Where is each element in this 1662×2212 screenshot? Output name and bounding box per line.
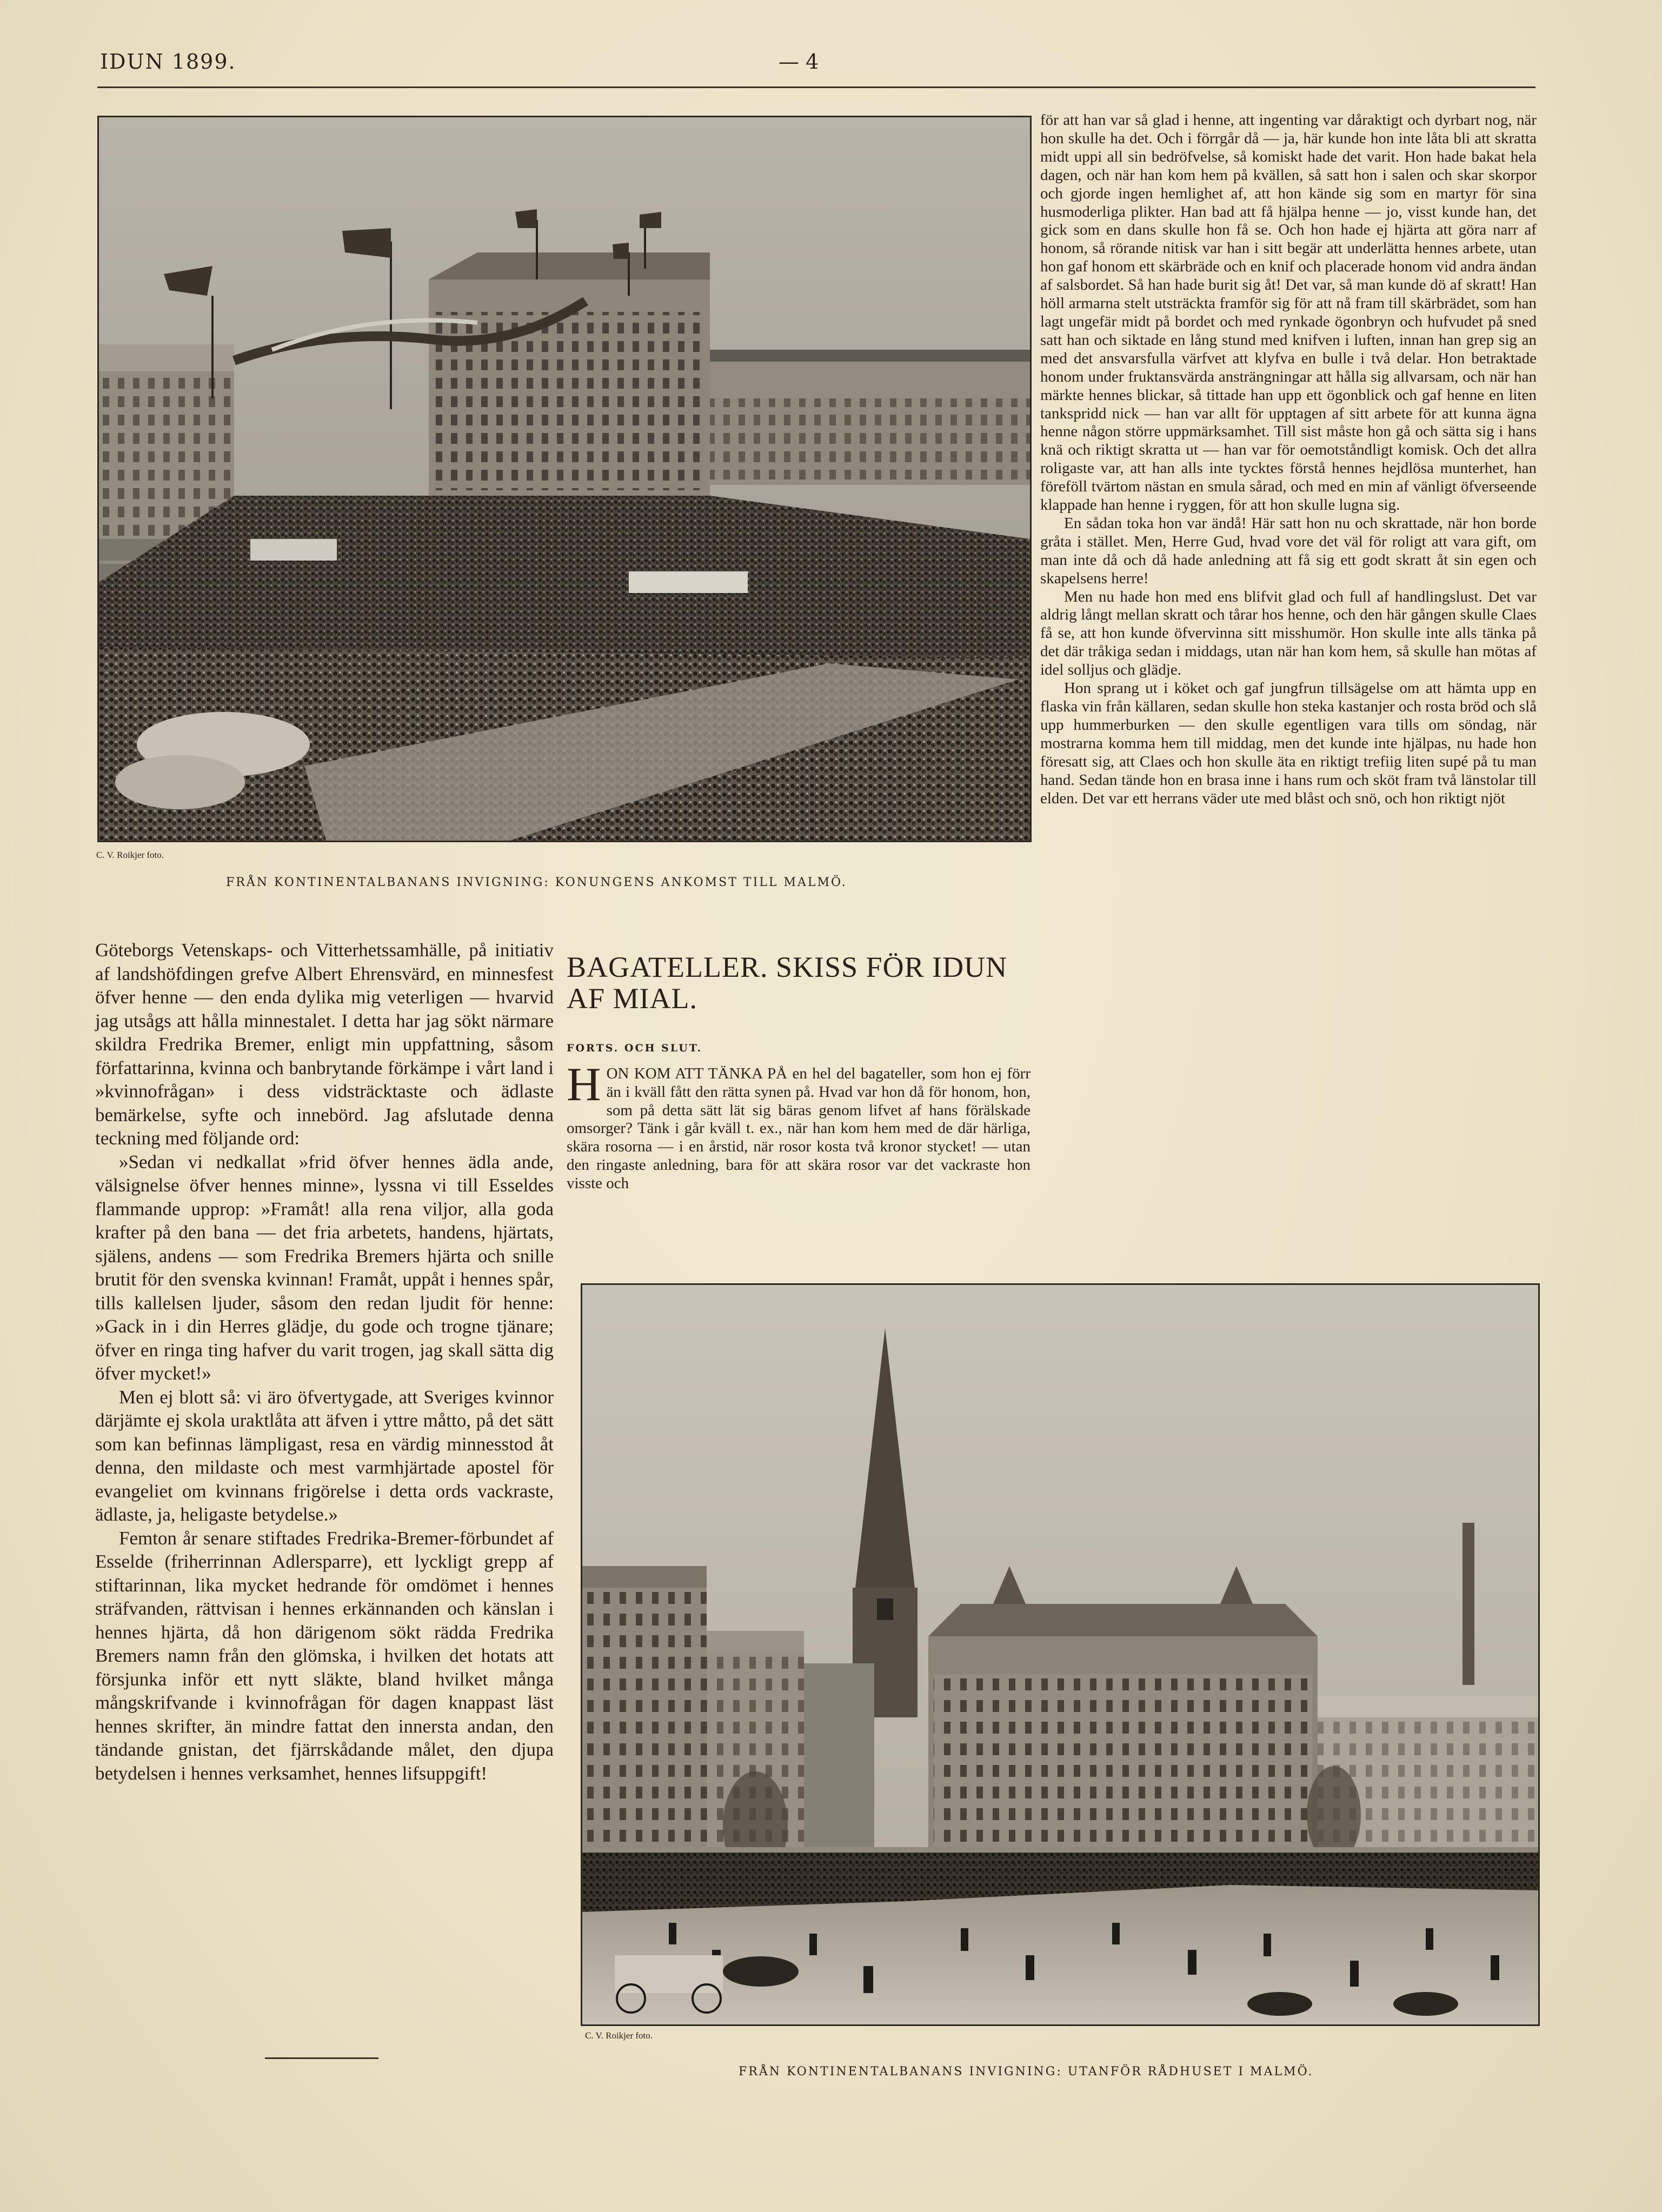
photo-town-hall — [581, 1283, 1540, 2026]
left-column — [95, 938, 554, 1785]
left-paragraph-2: »Sedan vi nedkallat »frid öfver hennes ädla ande, välsignelse öfver hennes minne», lyssna vi till Esseldes flammande upprop: »Framåt! alla rena viljor, alla goda krafter på den bana — det fria arbetets, handens, hjärtats, själens, andens — som Fredrika Bremers hjärta och snille brutit för den svenska kvinnan! Framåt, uppåt i hennes spår, tills kallelsen ljuder, såsom den redan ljudit för henne: »Gack in i din Herres glädje, du gode och trogne tjänare; öfver en ringa ting hafver du varit trogen, jag skall sätta dig öfver mycket!» — [95, 1151, 554, 1384]
end-rule — [265, 2057, 378, 2059]
left-paragraph-4: Femton år senare stiftades Fredrika-Bremer-förbundet af Esselde (friherrinnan Adlersparre), ett lyckligt grepp af stiftarinnan, lika mycket hedrande för omdömet i hennes sträfvanden, rättvisan i hennes erkännanden och känslan i hennes hjärta, då hon därigenom sökt rädda Fredrika Bremers namn från den glömska, i hvilken det hotats att försjunka inför ett nytt släkte, bland hvilket många mångskrifvande i kvinnofrågan för dagen knappast läst hennes skrifter, än mindre fattat den innersta andan, den tändande gnistan, det fjärrskådande målet, den djupa betydelsen i hennes verksamhet, hennes lifsuppgift! — [95, 1527, 554, 1784]
photo-king-arrival-image — [99, 117, 1030, 841]
article-continued-label: FORTS. OCH SLUT. — [567, 1042, 703, 1054]
right-column — [1040, 111, 1537, 808]
article-first-paragraph — [567, 1058, 1031, 1193]
masthead-title: IDUN 1899. — [100, 50, 236, 74]
photo-bottom-credit: C. V. Roikjer foto. — [585, 2030, 653, 2041]
photo-king-arrival — [97, 116, 1032, 842]
photo-town-hall-image — [582, 1285, 1538, 2024]
page-number: — 4 — [779, 50, 819, 74]
right-paragraph-4: Hon sprang ut i köket och gaf jungfrun tillsägelse om att hämta upp en flaska vin från källaren, sedan skulle hon steka kastanjer och rosta bröd och slå upp hummerburken — den skulle egentligen vara tills om söndag, när mostrarna komma hem till middag, men det kunde inte hjälpas, nu hade hon föresatt sig, att Claes och hon skulle äta en riktigt trefiig liten supé på tu man hand. Sedan tände hon en brasa inne i hans rum och sköt fram två länstolar till elden. Det var ett herrans väder ute med blåst och snö, och hon riktigt njöt — [1040, 679, 1537, 807]
right-paragraph-1: för att han var så glad i henne, att ingenting var dåraktigt och dyrbart nog, när hon skulle ha det. Och i förrgår då — ja, här kunde hon inte låta bli att skratta midt uppi all sin bedröfvelse, så komiskt hade det varit. Hon hade bakat hela dagen, och när han kom hem på kvällen, så satt hon i salen och skar skorpor och gjorde ingen hemlighet af, att hon kände sig som en martyr för sina husmoderliga plikter. Han bad att få hjälpa henne — jo, visst kunde han, det gick som en dans skulle hon få se. Och hon hade ej hjärta att göra narr af honom, så rörande nitisk var han i sitt begär att underlätta hennes arbete, utan hon gaf honom ett skärbräde och en knif och placerade honom vid andra ändan af salsbordet. Så han hade burit sig åt! Det var, så man kunde dö af skratt! Han höll armarna stelt utsträckta framför sig för att nå fram till skärbrädet, som han lagt ungefär midt på bordet och med rynkade ögonbryn och hufvudet på sned satt han och siktade en lång stund med knifven i luften, innan han grep sig an med det ansvarsfulla värfvet att klyfva en bulle i två delar. Hon betraktade honom under fruktansvärda ansträngningar att hålla sig allvarsam, och när han märkte hennes blickar, så tittade han upp ett ögonblick och gaf henne en liten tankspridd nick — han var allt för upptagen af sitt arbete för att kunna ägna henne någon större uppmärksamhet. Till sist måste hon gå och sätta sig i hans knä och riktigt skratta ut — han var för oemotståndligt komisk. Och det allra roligaste var, att han alls inte tycktes förstå hennes hejdlösa munterhet, han föreföll tvärtom nästan en smula sårad, och med en min af vänligt öfverseende klappade han henne i ryggen, för att hon skulle lugna sig. — [1040, 111, 1537, 514]
right-paragraph-2: En sådan toka hon var ändå! Här satt hon nu och skrattade, när hon borde gråta i stället. Men, Herre Gud, hvad vore det väl för roligt att vara gift, om man inte då och då hade anledning att få sig ett godt skratt åt sin egen och skapelsens herre! — [1040, 514, 1537, 587]
header-rule — [97, 86, 1535, 88]
article-dropcap: H — [567, 1058, 601, 1111]
article-title: BAGATELLER. SKISS FÖR IDUN AF MIAL. — [567, 951, 1008, 1015]
article-body — [567, 1058, 1031, 1193]
photo-top-credit: C. V. Roikjer foto. — [96, 850, 164, 860]
photo-bottom-caption: FRÅN KONTINENTALBANANS INVIGNING: UTANFÖR RÅDHUSET I MALMÖ. — [739, 2065, 1314, 2078]
right-paragraph-3: Men nu hade hon med ens blifvit glad och full af handlingslust. Det var aldrig långt mellan skratt och tårar hos henne, och den här gången skulle Claes få se, att hon kunde öfvervinna sitt misshumör. Hon skulle inte alls tänka på det där tråkiga sedan i middags, utan när han kom hem, så skulle han mötas af idel solljus och glädje. — [1040, 588, 1537, 679]
left-paragraph-1: Göteborgs Vetenskaps- och Vitterhetssamhälle, på initiativ af landshöfdingen grefve Albert Ehrensvärd, en minnesfest öfver henne — den enda dylika mig veterligen — hvarvid jag utsågs att hålla minnestalet. I detta har jag sökt närmare skildra Fredrika Bremer, enligt min uppfattning, såsom författarinna, kvinna och banbrytande förkämpe i vårt land i »kvinnofrågan» i dess vidsträcktaste och ädlaste bemärkelse, syfte och innebörd. Jag afslutade denna teckning med följande ord: — [95, 940, 554, 1149]
photo-top-caption: FRÅN KONTINENTALBANANS INVIGNING: KONUNGENS ANKOMST TILL MALMÖ. — [226, 876, 847, 889]
left-paragraph-3: Men ej blott så: vi äro öfvertygade, att Sveriges kvinnor därjämte ej skola uraktlåta att äfven i yttre måtto, på det sätt som kan befinnas lämpligast, resa en värdig minnesstod åt denna, den mildaste och mest varmhjärtade apostel för evangeliet om kvinnans frigörelse i detta ords vackraste, ädlaste, ja, heligaste betydelse.» — [95, 1386, 554, 1525]
article-first-paragraph-text: ON KOM ATT TÄNKA PÅ en hel del bagateller, som hon ej förr än i kväll fått den rätta synen på. Hvad var hon då för honom, hon, som på detta sätt lät sig bäras genom lifvet af hans förälskade omsorger? Tänk i går kväll t. ex., när han kom hem med de där härliga, skära rosorna — i en årstid, när rosor kosta två kronor stycket! — utan den ringaste anledning, bara för att skära rosor var det vackraste hon visste och — [567, 1065, 1031, 1192]
